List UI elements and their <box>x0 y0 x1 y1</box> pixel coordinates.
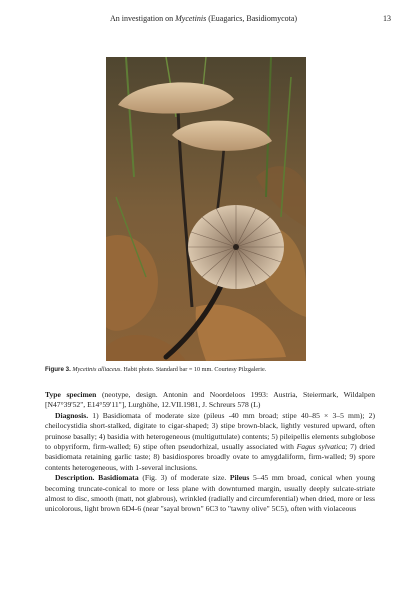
type-specimen-paragraph <box>45 390 375 411</box>
diagnosis-paragraph <box>45 411 375 473</box>
description-heading: Description. Basidiomata <box>55 473 139 483</box>
figure-species: Mycetinis alliaceus <box>72 366 121 373</box>
figure-label: Figure 3. <box>45 366 71 373</box>
running-head-title <box>110 14 297 24</box>
diagnosis-text-1: 1) Basidiomata of moderate size (pileus -40 mm broad; stipe 40–85 × 3–5 mm); 2) cheilocystidia short-stalked, digitate to cigar-shaped; 3) stipe brown-black, lightly vestured upward, often pruinose basally; 4) basidia with heterogeneous (multiguttulate) contents; 5) pileipellis elements subglobose to obpyriform, firm-walled; 6) stipe often pseudorhizal, usually associated with <box>45 410 375 452</box>
running-head-title-prefix: An investigation on <box>110 14 176 23</box>
pileus-label: Pileus <box>229 473 250 483</box>
figure-habit-photo <box>106 57 306 361</box>
figure-caption-text: . Habit photo. Standard bar = 10 mm. Courtesy Pilzgalerie. <box>120 366 267 373</box>
description-text-2: 5–45 mm broad, conical when young becoming truncate-conical to more or less plane with downturned margin, usually deeply sulcate-striate almost to disc, smooth (matt, not glabrous), wrinkled (radially and circumferential) when dried, more or less unicolorous, light brown 6D4-6 (near "sayal brown" 6C3 to "tawny olive" 5C5), often with violaceous <box>45 473 375 514</box>
running-head-genus: Mycetinis <box>175 14 207 23</box>
type-specimen-heading: Type specimen <box>45 390 97 399</box>
running-head-title-suffix: (Euagarics, Basidiomycota) <box>206 14 298 23</box>
description-paragraph <box>45 473 375 515</box>
diagnosis-host: Fagus sylvatica <box>296 442 346 452</box>
mushroom-photo-image <box>106 57 306 361</box>
type-specimen-text: (neotype, design. Antonin and Noordeloos 1993: Austria, Steiermark, Wildalpen [N47°39'52", E14°59'11"], Lurghöhe, 12.VII.1981, J. Schreurs 578 (L) <box>45 390 375 410</box>
body-text <box>45 390 375 515</box>
diagnosis-text-2: ; 7) dried basidiomata retaining garlic taste; 8) basidiospores broadly ovate to amygdaliform, firm-walled; 9) spore contents heterogeneous, with 1-several inclusions. <box>45 442 375 472</box>
page-number: 13 <box>383 14 391 23</box>
diagnosis-heading: Diagnosis. <box>55 410 89 420</box>
description-text-1: (Fig. 3) of moderate size. <box>138 473 230 483</box>
figure-caption <box>45 366 375 374</box>
